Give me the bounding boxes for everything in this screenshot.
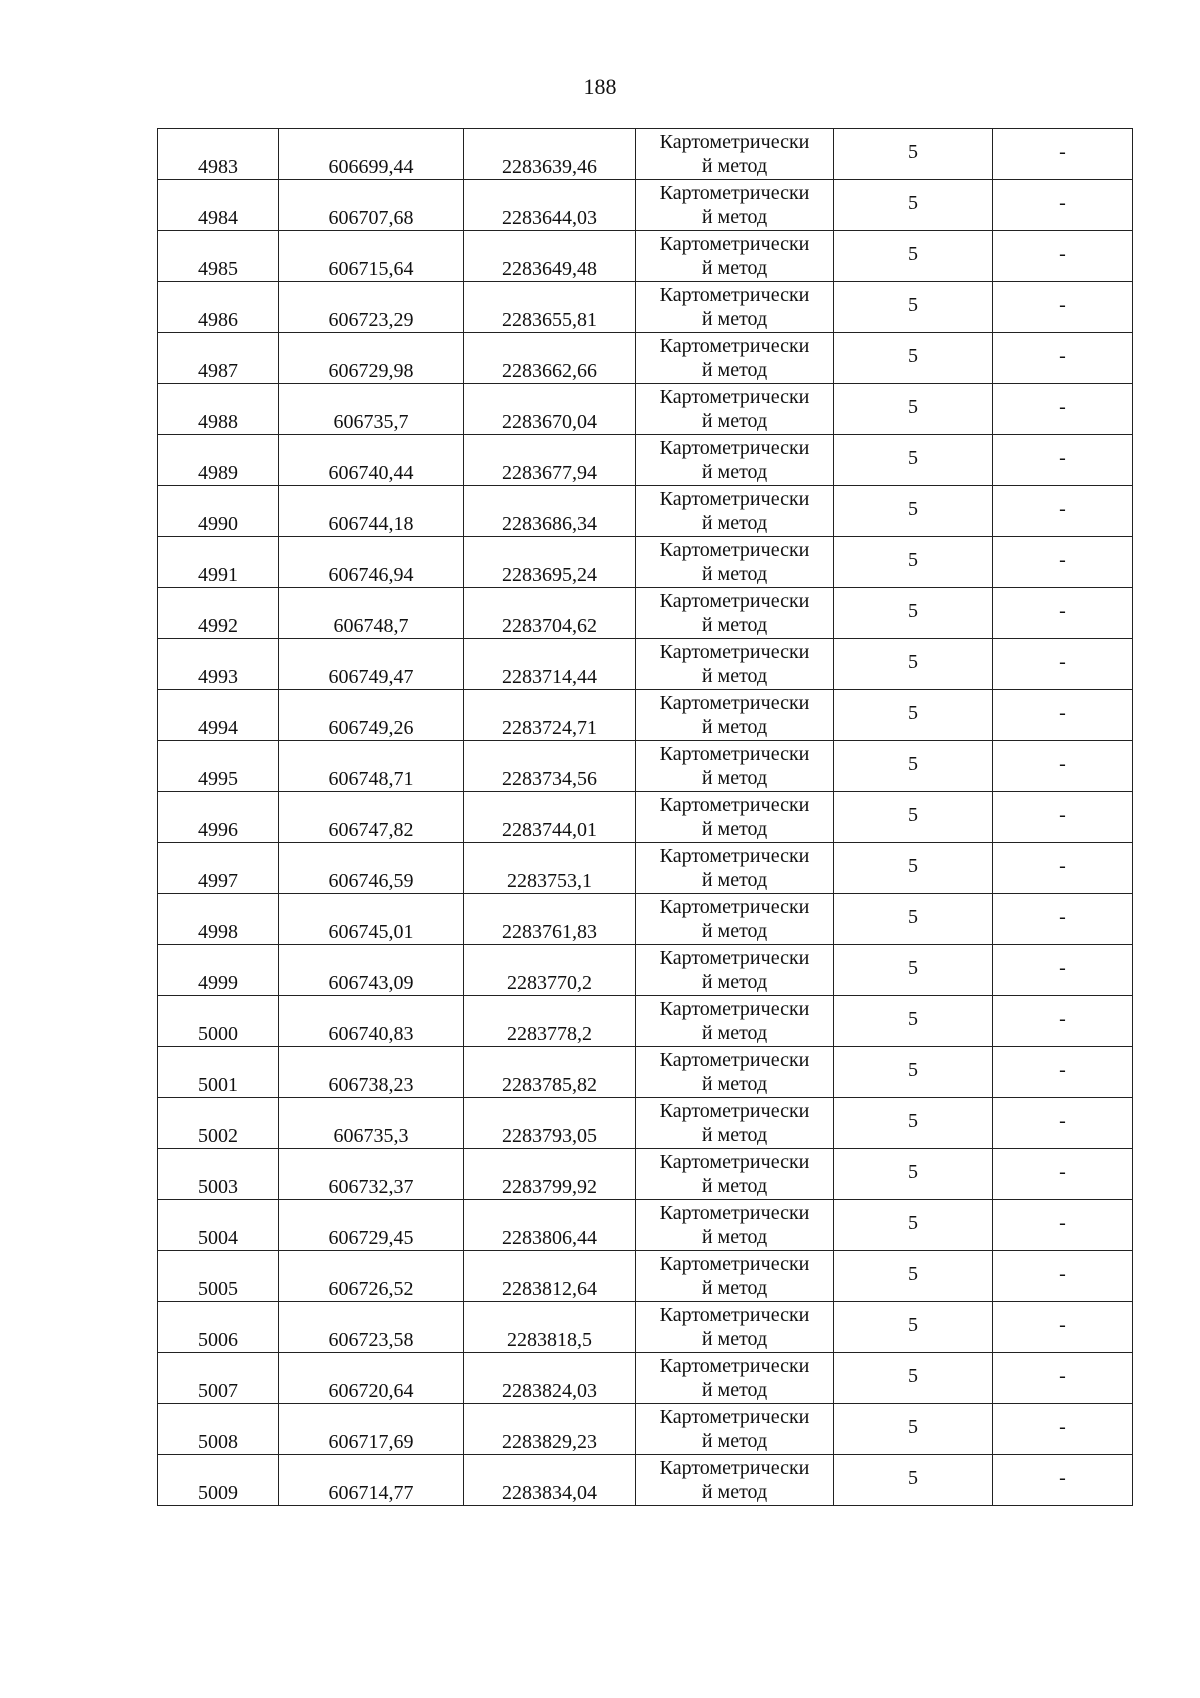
x-coordinate-cell: 606732,37 [279,1149,464,1200]
y-coordinate-cell: 2283818,5 [464,1302,636,1353]
method-cell [636,1098,834,1149]
point-number-cell: 5008 [158,1404,279,1455]
description-cell: - [993,690,1133,741]
x-coordinate-cell: 606735,3 [279,1098,464,1149]
accuracy-cell: 5 [834,435,993,486]
method-cell [636,1302,834,1353]
method-line-2: й метод [701,308,768,330]
method-line-1: Картометрически [659,1151,810,1173]
method-line-1: Картометрически [659,335,810,357]
point-number-cell: 4997 [158,843,279,894]
description-cell: - [993,996,1133,1047]
point-number-cell: 4995 [158,741,279,792]
x-coordinate-cell: 606715,64 [279,231,464,282]
method-cell [636,1149,834,1200]
table-row [158,282,1133,333]
method-line-1: Картометрически [659,233,810,255]
method-cell [636,435,834,486]
point-number-cell: 4987 [158,333,279,384]
point-number-cell: 5006 [158,1302,279,1353]
y-coordinate-cell: 2283824,03 [464,1353,636,1404]
method-cell [636,1200,834,1251]
method-cell [636,333,834,384]
method-line-1: Картометрически [659,488,810,510]
accuracy-cell: 5 [834,996,993,1047]
y-coordinate-cell: 2283799,92 [464,1149,636,1200]
y-coordinate-cell: 2283644,03 [464,180,636,231]
accuracy-cell: 5 [834,588,993,639]
table-row [158,1455,1133,1506]
point-number-cell: 4986 [158,282,279,333]
y-coordinate-cell: 2283785,82 [464,1047,636,1098]
method-line-1: Картометрически [659,794,810,816]
table-row [158,792,1133,843]
table-row [158,1200,1133,1251]
accuracy-cell: 5 [834,282,993,333]
x-coordinate-cell: 606726,52 [279,1251,464,1302]
method-line-2: й метод [701,1328,768,1350]
accuracy-cell: 5 [834,1251,993,1302]
method-line-1: Картометрически [659,998,810,1020]
description-cell: - [993,792,1133,843]
y-coordinate-cell: 2283829,23 [464,1404,636,1455]
method-line-2: й метод [701,1379,768,1401]
method-line-1: Картометрически [659,1202,810,1224]
method-line-1: Картометрически [659,743,810,765]
coordinates-table-body [158,129,1133,1506]
accuracy-cell: 5 [834,945,993,996]
description-cell: - [993,1149,1133,1200]
method-line-2: й метод [701,818,768,840]
description-cell: - [993,435,1133,486]
x-coordinate-cell: 606748,71 [279,741,464,792]
x-coordinate-cell: 606717,69 [279,1404,464,1455]
accuracy-cell: 5 [834,486,993,537]
point-number-cell: 4999 [158,945,279,996]
x-coordinate-cell: 606723,29 [279,282,464,333]
y-coordinate-cell: 2283677,94 [464,435,636,486]
method-line-1: Картометрически [659,437,810,459]
coordinates-table [157,128,1133,1506]
x-coordinate-cell: 606740,83 [279,996,464,1047]
method-line-2: й метод [701,1175,768,1197]
method-cell [636,843,834,894]
point-number-cell: 5001 [158,1047,279,1098]
table-row [158,894,1133,945]
method-line-1: Картометрически [659,845,810,867]
method-line-1: Картометрически [659,692,810,714]
point-number-cell: 4993 [158,639,279,690]
accuracy-cell: 5 [834,1404,993,1455]
x-coordinate-cell: 606749,26 [279,690,464,741]
point-number-cell: 4988 [158,384,279,435]
method-line-2: й метод [701,410,768,432]
table-row [158,639,1133,690]
point-number-cell: 4994 [158,690,279,741]
method-line-2: й метод [701,614,768,636]
table-row [158,537,1133,588]
method-line-2: й метод [701,1226,768,1248]
point-number-cell: 4992 [158,588,279,639]
point-number-cell: 4991 [158,537,279,588]
method-cell [636,741,834,792]
x-coordinate-cell: 606738,23 [279,1047,464,1098]
y-coordinate-cell: 2283744,01 [464,792,636,843]
y-coordinate-cell: 2283704,62 [464,588,636,639]
table-row [158,690,1133,741]
x-coordinate-cell: 606746,94 [279,537,464,588]
table-row [158,129,1133,180]
point-number-cell: 5003 [158,1149,279,1200]
method-cell [636,1251,834,1302]
y-coordinate-cell: 2283753,1 [464,843,636,894]
accuracy-cell: 5 [834,1200,993,1251]
method-cell [636,588,834,639]
x-coordinate-cell: 606747,82 [279,792,464,843]
method-line-2: й метод [701,716,768,738]
method-line-2: й метод [701,512,768,534]
table-row [158,1251,1133,1302]
x-coordinate-cell: 606743,09 [279,945,464,996]
accuracy-cell: 5 [834,1047,993,1098]
method-line-2: й метод [701,206,768,228]
x-coordinate-cell: 606699,44 [279,129,464,180]
accuracy-cell: 5 [834,1353,993,1404]
table-row [158,1149,1133,1200]
method-line-2: й метод [701,869,768,891]
accuracy-cell: 5 [834,690,993,741]
method-line-2: й метод [701,1481,768,1503]
description-cell: - [993,333,1133,384]
accuracy-cell: 5 [834,333,993,384]
description-cell: - [993,537,1133,588]
table-row [158,231,1133,282]
method-cell [636,945,834,996]
x-coordinate-cell: 606707,68 [279,180,464,231]
table-row [158,435,1133,486]
y-coordinate-cell: 2283695,24 [464,537,636,588]
y-coordinate-cell: 2283655,81 [464,282,636,333]
table-row [158,588,1133,639]
table-row [158,1302,1133,1353]
description-cell: - [993,843,1133,894]
accuracy-cell: 5 [834,741,993,792]
method-cell [636,1404,834,1455]
description-cell: - [993,1353,1133,1404]
table-row [158,996,1133,1047]
description-cell: - [993,384,1133,435]
y-coordinate-cell: 2283714,44 [464,639,636,690]
table-row [158,1353,1133,1404]
method-cell [636,792,834,843]
accuracy-cell: 5 [834,639,993,690]
method-line-1: Картометрически [659,1253,810,1275]
point-number-cell: 4996 [158,792,279,843]
method-line-2: й метод [701,767,768,789]
table-row [158,333,1133,384]
description-cell: - [993,945,1133,996]
accuracy-cell: 5 [834,792,993,843]
method-line-2: й метод [701,1124,768,1146]
y-coordinate-cell: 2283793,05 [464,1098,636,1149]
method-line-1: Картометрически [659,590,810,612]
description-cell: - [993,639,1133,690]
method-cell [636,282,834,333]
point-number-cell: 5002 [158,1098,279,1149]
table-row [158,180,1133,231]
table-row [158,486,1133,537]
y-coordinate-cell: 2283724,71 [464,690,636,741]
x-coordinate-cell: 606714,77 [279,1455,464,1506]
method-line-1: Картометрически [659,131,810,153]
method-line-1: Картометрически [659,1049,810,1071]
accuracy-cell: 5 [834,1098,993,1149]
x-coordinate-cell: 606729,98 [279,333,464,384]
method-line-2: й метод [701,155,768,177]
description-cell: - [993,1455,1133,1506]
method-cell [636,690,834,741]
point-number-cell: 4985 [158,231,279,282]
accuracy-cell: 5 [834,843,993,894]
table-row [158,1404,1133,1455]
method-line-2: й метод [701,1277,768,1299]
description-cell: - [993,180,1133,231]
y-coordinate-cell: 2283812,64 [464,1251,636,1302]
description-cell: - [993,282,1133,333]
table-row [158,384,1133,435]
method-line-1: Картометрически [659,539,810,561]
accuracy-cell: 5 [834,1455,993,1506]
method-line-1: Картометрически [659,284,810,306]
method-cell [636,1455,834,1506]
method-line-1: Картометрически [659,1355,810,1377]
point-number-cell: 5004 [158,1200,279,1251]
x-coordinate-cell: 606723,58 [279,1302,464,1353]
point-number-cell: 5005 [158,1251,279,1302]
method-line-2: й метод [701,563,768,585]
point-number-cell: 5000 [158,996,279,1047]
method-line-2: й метод [701,920,768,942]
page-number: 188 [583,74,617,99]
method-cell [636,894,834,945]
y-coordinate-cell: 2283806,44 [464,1200,636,1251]
x-coordinate-cell: 606746,59 [279,843,464,894]
method-line-1: Картометрически [659,947,810,969]
method-line-2: й метод [701,1073,768,1095]
y-coordinate-cell: 2283639,46 [464,129,636,180]
x-coordinate-cell: 606748,7 [279,588,464,639]
x-coordinate-cell: 606720,64 [279,1353,464,1404]
description-cell: - [993,741,1133,792]
description-cell: - [993,1404,1133,1455]
method-line-2: й метод [701,1430,768,1452]
description-cell: - [993,1251,1133,1302]
method-line-1: Картометрически [659,182,810,204]
method-line-2: й метод [701,665,768,687]
accuracy-cell: 5 [834,1149,993,1200]
table-row [158,1098,1133,1149]
method-cell [636,1353,834,1404]
accuracy-cell: 5 [834,894,993,945]
y-coordinate-cell: 2283834,04 [464,1455,636,1506]
method-line-2: й метод [701,971,768,993]
description-cell: - [993,588,1133,639]
method-line-1: Картометрически [659,1457,810,1479]
method-cell [636,384,834,435]
y-coordinate-cell: 2283778,2 [464,996,636,1047]
x-coordinate-cell: 606740,44 [279,435,464,486]
method-cell [636,231,834,282]
table-row [158,945,1133,996]
accuracy-cell: 5 [834,537,993,588]
point-number-cell: 4990 [158,486,279,537]
point-number-cell: 4983 [158,129,279,180]
method-line-1: Картометрически [659,386,810,408]
accuracy-cell: 5 [834,1302,993,1353]
x-coordinate-cell: 606729,45 [279,1200,464,1251]
method-line-2: й метод [701,359,768,381]
table-row [158,741,1133,792]
table-row [158,1047,1133,1098]
method-cell [636,639,834,690]
method-cell [636,129,834,180]
y-coordinate-cell: 2283761,83 [464,894,636,945]
point-number-cell: 4998 [158,894,279,945]
method-line-1: Картометрически [659,896,810,918]
description-cell: - [993,1302,1133,1353]
description-cell: - [993,486,1133,537]
accuracy-cell: 5 [834,180,993,231]
point-number-cell: 4984 [158,180,279,231]
x-coordinate-cell: 606735,7 [279,384,464,435]
table-row [158,843,1133,894]
method-cell [636,537,834,588]
method-cell [636,1047,834,1098]
description-cell: - [993,129,1133,180]
description-cell: - [993,1200,1133,1251]
method-line-1: Картометрически [659,1304,810,1326]
method-line-1: Картометрически [659,1406,810,1428]
method-cell [636,996,834,1047]
method-line-2: й метод [701,257,768,279]
description-cell: - [993,231,1133,282]
y-coordinate-cell: 2283670,04 [464,384,636,435]
accuracy-cell: 5 [834,384,993,435]
method-line-1: Картометрически [659,1100,810,1122]
y-coordinate-cell: 2283649,48 [464,231,636,282]
method-cell [636,180,834,231]
description-cell: - [993,1047,1133,1098]
point-number-cell: 4989 [158,435,279,486]
method-line-2: й метод [701,1022,768,1044]
x-coordinate-cell: 606745,01 [279,894,464,945]
accuracy-cell: 5 [834,129,993,180]
y-coordinate-cell: 2283686,34 [464,486,636,537]
method-cell [636,486,834,537]
point-number-cell: 5007 [158,1353,279,1404]
y-coordinate-cell: 2283662,66 [464,333,636,384]
point-number-cell: 5009 [158,1455,279,1506]
accuracy-cell: 5 [834,231,993,282]
description-cell: - [993,894,1133,945]
method-line-1: Картометрически [659,641,810,663]
method-line-2: й метод [701,461,768,483]
y-coordinate-cell: 2283770,2 [464,945,636,996]
y-coordinate-cell: 2283734,56 [464,741,636,792]
x-coordinate-cell: 606744,18 [279,486,464,537]
x-coordinate-cell: 606749,47 [279,639,464,690]
description-cell: - [993,1098,1133,1149]
